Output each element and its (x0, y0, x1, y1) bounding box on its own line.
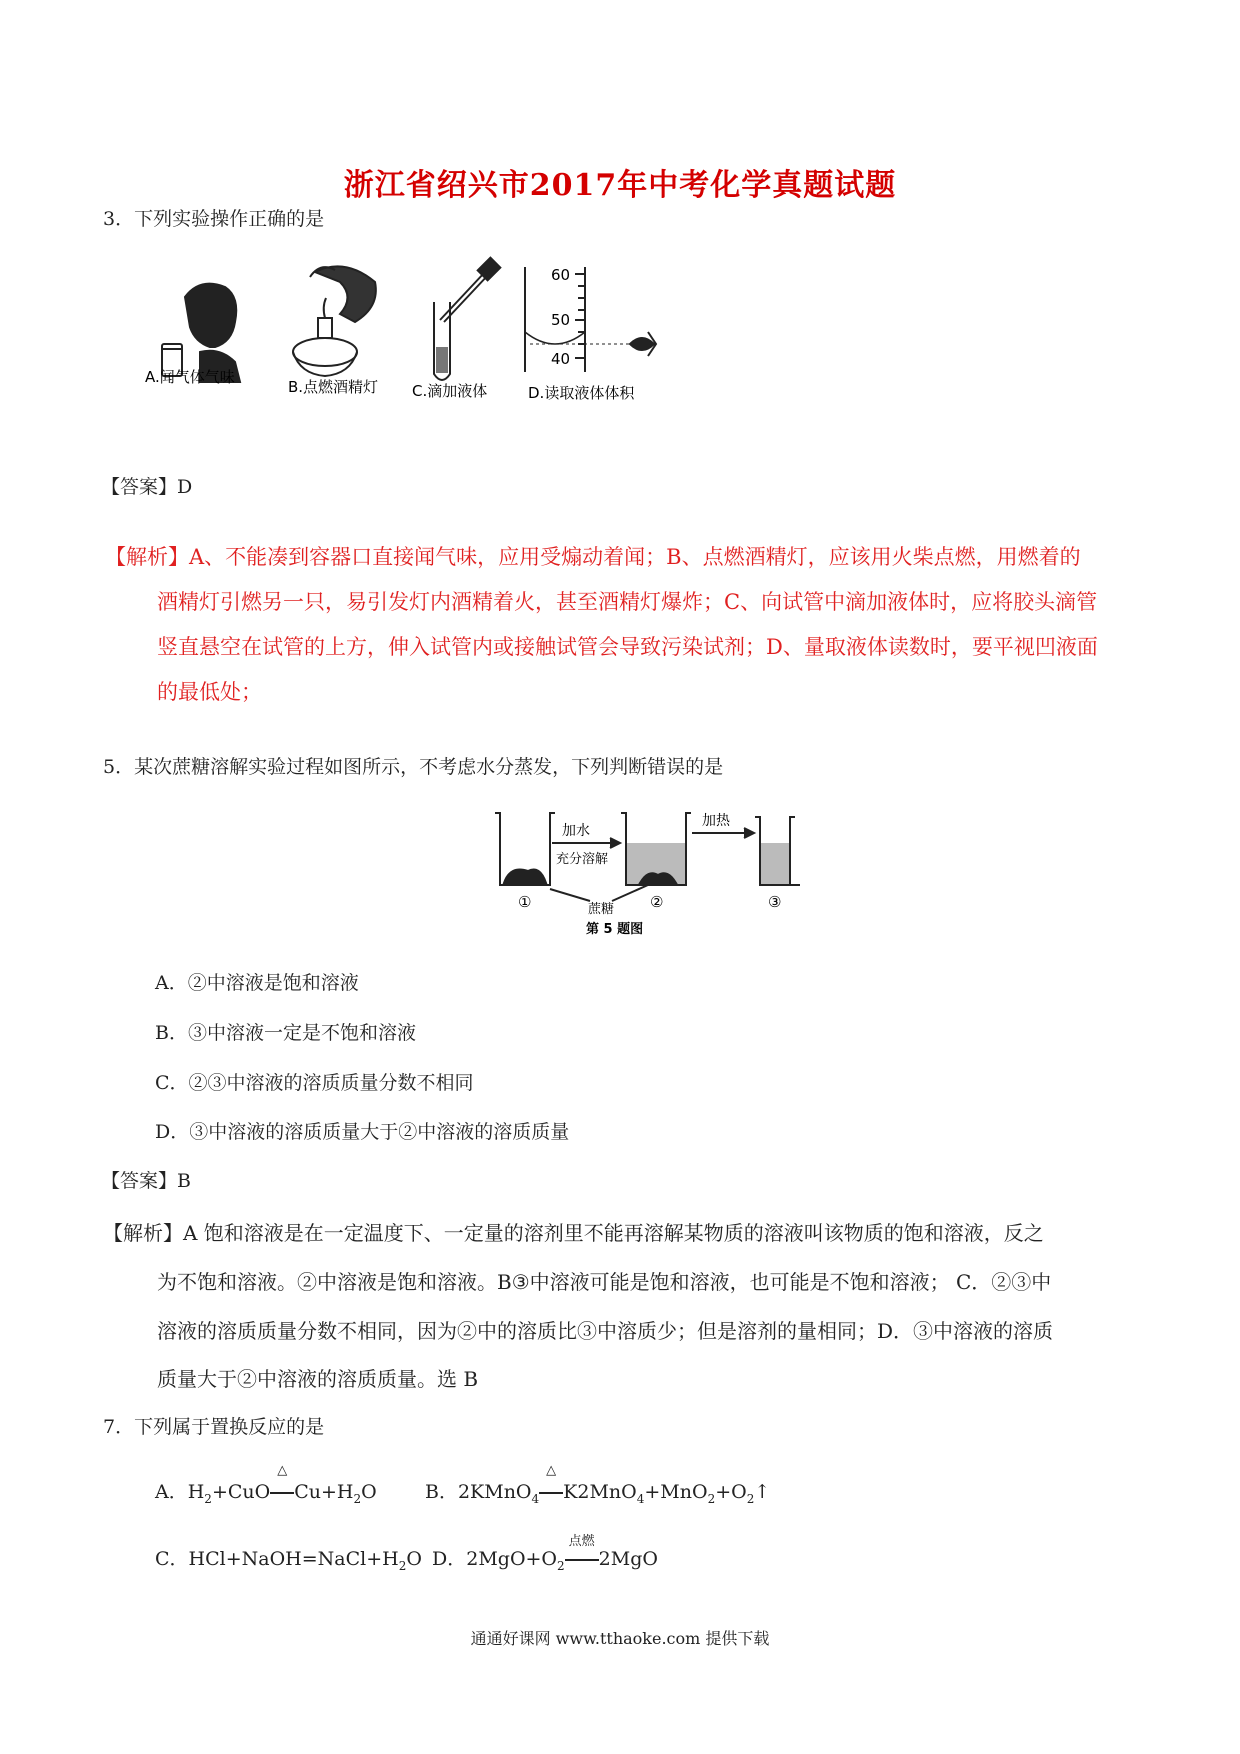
explanation-q3-line-1: 【解析】A、不能凑到容器口直接闻气味，应用受煽动着闻；B、点燃酒精灯，应该用火柴点燃，用燃着的 (105, 545, 1081, 569)
figure-caption: 第 5 题图 (586, 922, 644, 937)
figure-label-c: C.滴加液体 (412, 382, 488, 400)
beaker-label-3: ③ (768, 893, 782, 911)
q7-option-b: B．2KMnO$_4$ △ $K2MnO_4+MnO_2+O_2↑$ (425, 1463, 771, 1506)
explanation-q3-line-3: 竖直悬空在试管的上方，伸入试管内或接触试管会导致污染试剂；D、量取液体读数时，要平视凹液面 (157, 635, 1098, 659)
heat-symbol: △ (277, 1463, 288, 1478)
page-title: 浙江省绍兴市2017年中考化学真题试题 (343, 168, 897, 203)
explanation-q3-line-2: 酒精灯引燃另一只，易引发灯内酒精着火，甚至酒精灯爆炸；C、向试管中滴加液体时，应将胶头滴管 (157, 590, 1098, 614)
scale-40: 40 (551, 350, 571, 368)
q5-option-a: A．②中溶液是饱和溶液 (155, 972, 359, 994)
q3-figure (140, 252, 680, 412)
footer: 通通好课网 www.tthaoke.com 提供下载 (470, 1629, 770, 1648)
scale-60: 60 (551, 266, 571, 284)
label-heat: 加热 (702, 813, 730, 829)
alcohol-lamp-figure (293, 266, 376, 376)
explanation-q5-line-3: 溶液的溶质质量分数不相同，因为②中的溶质比③中溶质少；但是溶剂的量相同；D．③中溶液的溶质 (157, 1319, 1054, 1343)
answer-q3: 【答案】D (101, 476, 193, 498)
ignite-label: 点燃 (568, 1534, 595, 1549)
q5-option-b: B．③中溶液一定是不饱和溶液 (155, 1022, 416, 1044)
label-dissolve: 充分溶解 (556, 852, 609, 867)
question-3-stem: 3．下列实验操作正确的是 (103, 208, 325, 230)
test-tube-figure (434, 258, 500, 380)
beaker-label-1: ① (518, 893, 532, 911)
label-add-water: 加水 (562, 823, 590, 839)
figure-label-a: A.闻气体气味 (145, 368, 235, 386)
question-7-stem: 7．下列属于置换反应的是 (103, 1416, 325, 1438)
explanation-q5-line-2: 为不饱和溶液。②中溶液是饱和溶液。B③中溶液可能是饱和溶液，也可能是不饱和溶液； C．②③中 (157, 1270, 1052, 1294)
q5-option-d: D．③中溶液的溶质质量大于②中溶液的溶质质量 (155, 1121, 570, 1143)
q7-option-c: C．$HCl+NaOH=NaCl+H_2O$ (155, 1548, 422, 1573)
explanation-q3-line-4: 的最低处； (157, 680, 262, 704)
q7-option-d: D．$2MgO+O_2$ 点燃 2MgO (432, 1544, 658, 1573)
scale-50: 50 (551, 311, 571, 329)
q5-option-c: C．②③中溶液的溶质质量分数不相同 (155, 1072, 474, 1094)
q7-option-a: A．$H_2+CuO$ △ $Cu+H_2O$ (155, 1463, 377, 1506)
explanation-q5-line-1: 【解析】A 饱和溶液是在一定温度下、一定量的溶剂里不能再溶解某物质的溶液叫该物质的饱和溶液，反之 (103, 1221, 1044, 1245)
q5-figure (490, 805, 800, 940)
explanation-q5-line-4: 质量大于②中溶液的溶质质量。选 B (157, 1367, 479, 1391)
heat-symbol: △ (546, 1463, 557, 1478)
cylinder-figure (525, 267, 656, 372)
answer-q5: 【答案】B (101, 1170, 191, 1192)
figure-label-b: B.点燃酒精灯 (288, 378, 379, 396)
label-sugar: 蔗糖 (588, 902, 615, 917)
figure-label-d: D.读取液体体积 (528, 384, 635, 402)
question-5-stem: 5．某次蔗糖溶解实验过程如图所示，不考虑水分蒸发，下列判断错误的是 (103, 756, 724, 778)
beaker-label-2: ② (650, 893, 664, 911)
